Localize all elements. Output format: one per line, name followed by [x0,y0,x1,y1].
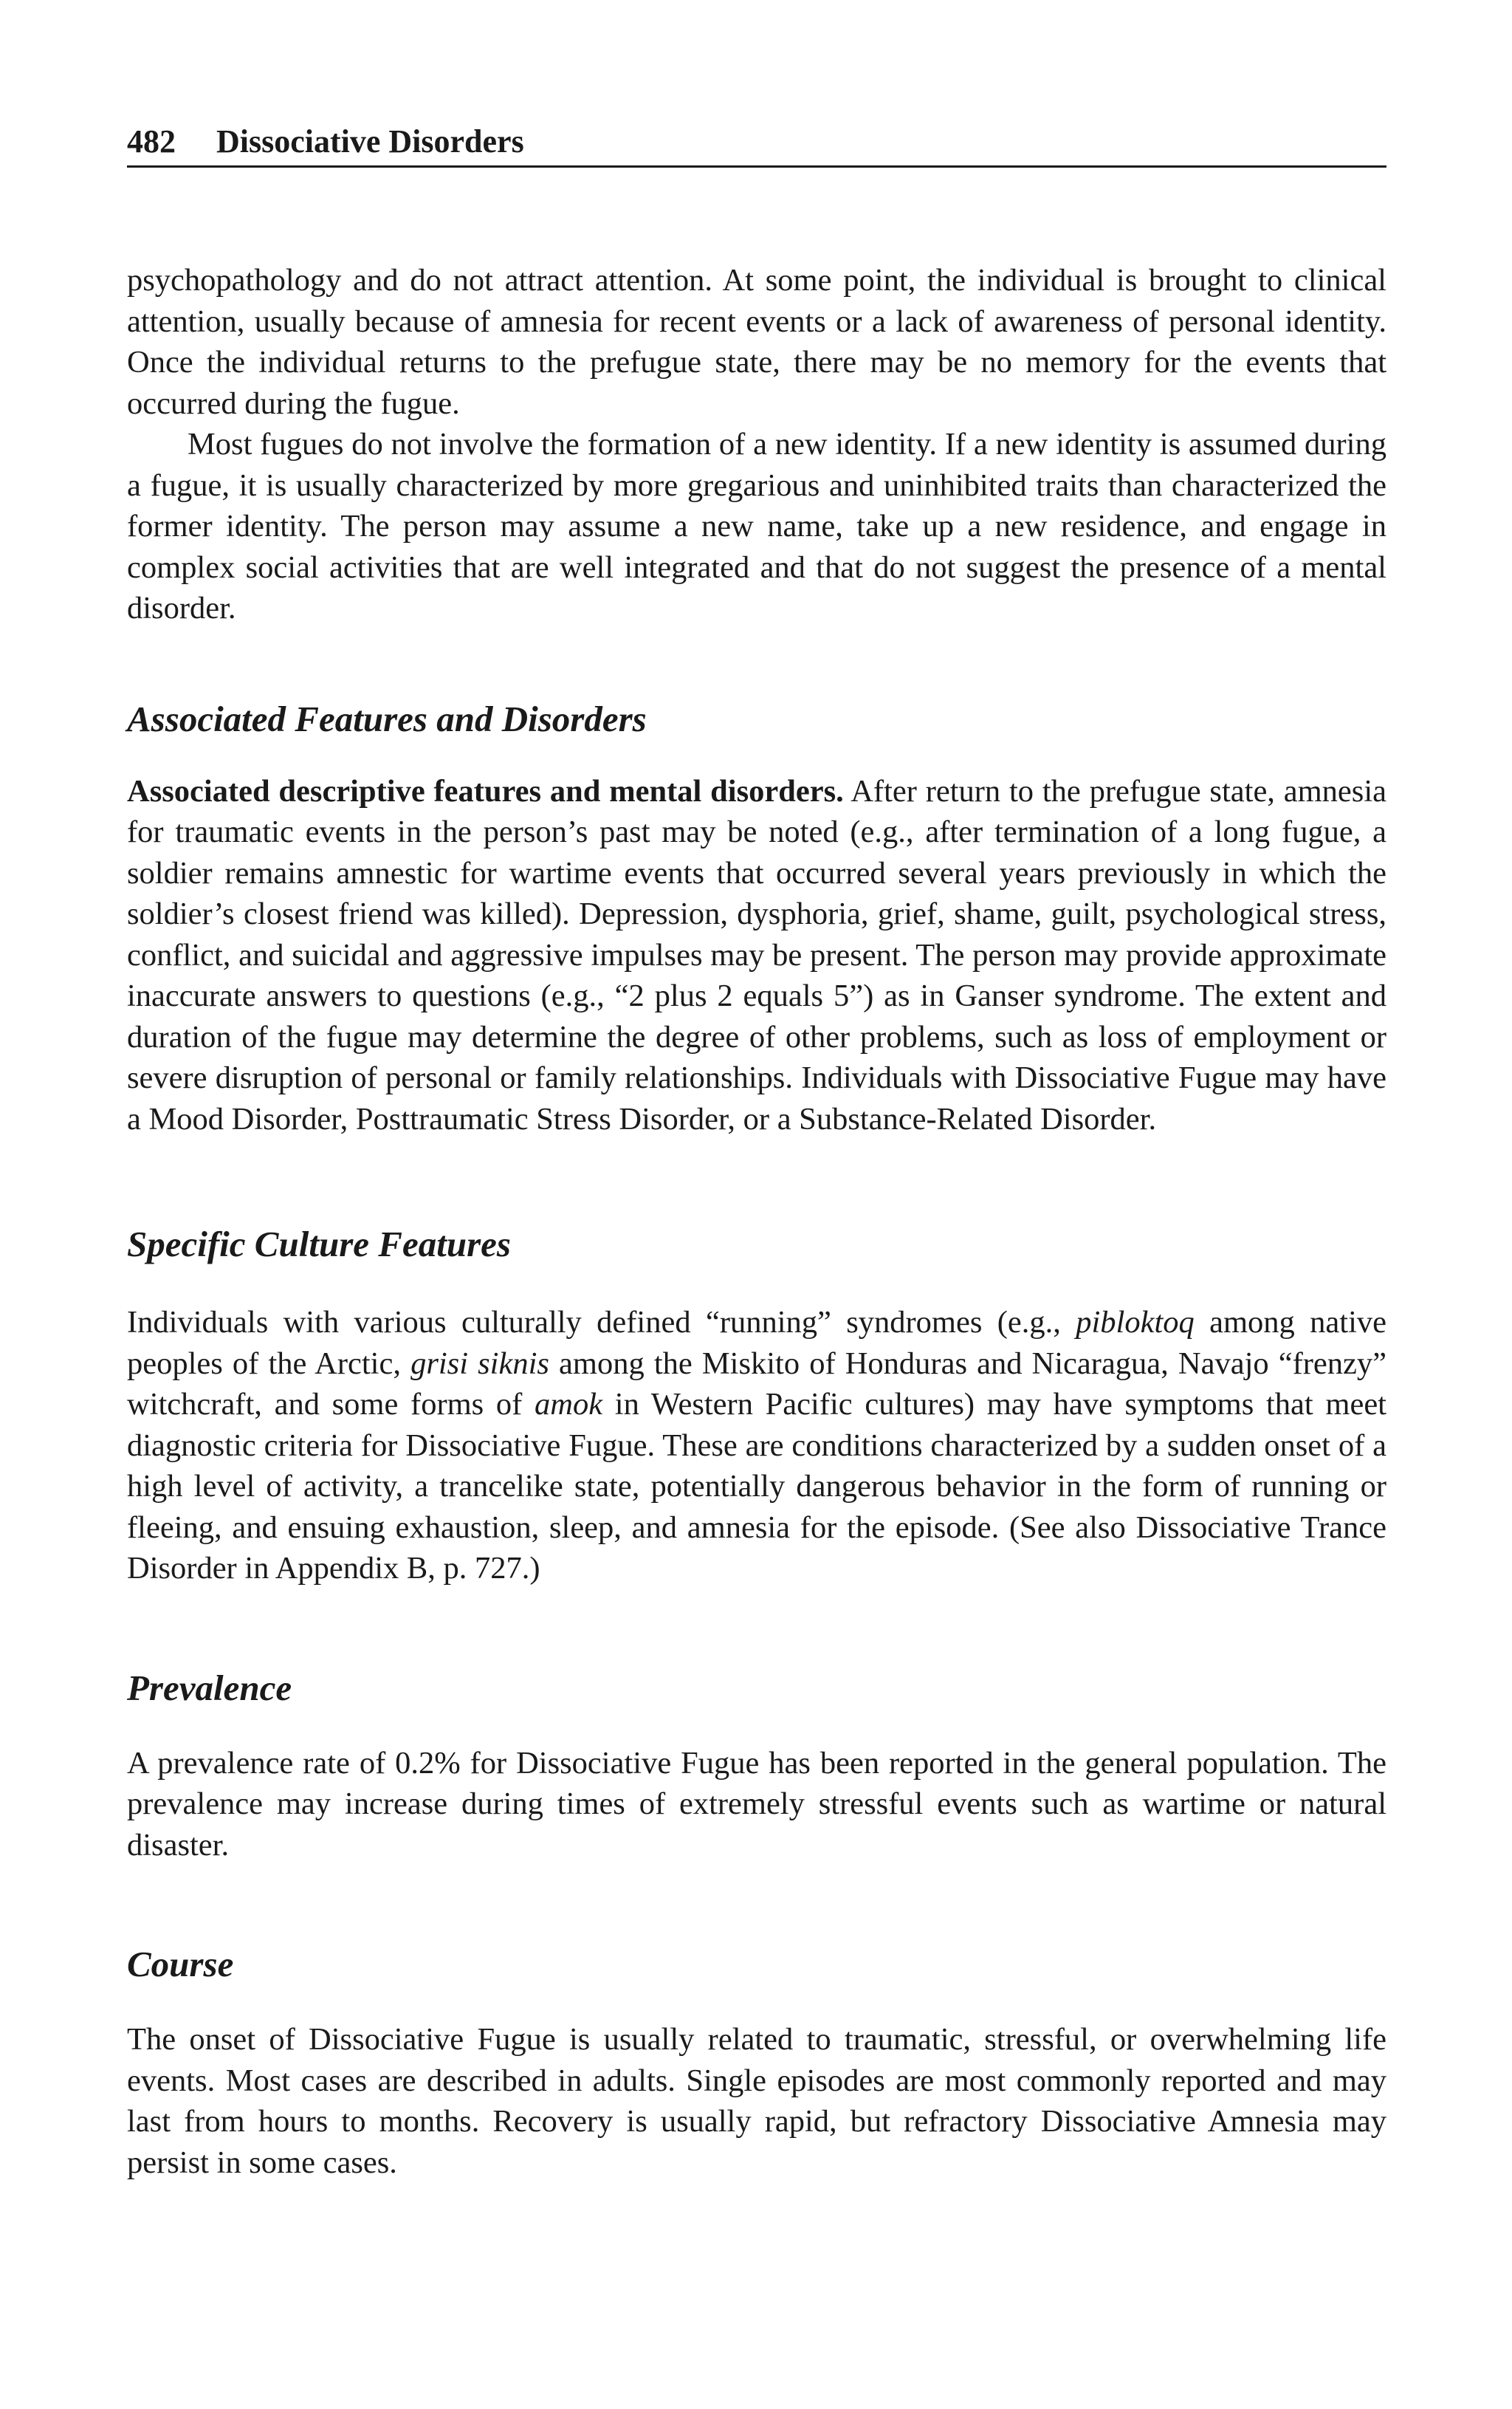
page-number: 482 [127,123,176,160]
prevalence-paragraph: A prevalence rate of 0.2% for Dissociative Fugue has been reported in the general population. The prevalence may increase during times of extremely stressful events such as wartime or natural disaster. [127,1745,1386,1863]
term-amok: amok [535,1387,603,1422]
intro-paragraph-1: psychopathology and do not attract attention. At some point, the individual is brought to clinical attention, usually because of amnesia for recent events or a lack of awareness of personal identity. Once the individual returns to the prefugue state, there may be no memory for the events that occurred during the fugue. [127,263,1386,421]
culture-paragraph [127,1302,1386,1589]
running-head [127,118,1386,168]
culture-text-3: among the Miskito of Honduras and Nicaragua, Navajo “frenzy” witchcraft, and some forms of [127,1346,1386,1422]
heading-culture-features: Specific Culture Features [127,1224,511,1264]
term-pibloktoq: pibloktoq [1076,1305,1195,1340]
heading-prevalence: Prevalence [127,1667,292,1708]
heading-course: Course [127,1944,234,1984]
term-grisi-siknis: grisi siknis [410,1346,549,1381]
course-paragraph: The onset of Dissociative Fugue is usually related to traumatic, stressful, or overwhelming life events. Most cases are described in adults. Single episodes are most commonly reported and may last from hours to months. Recovery is usually rapid, but refractory Dissociative Amnesia may persist in some cases. [127,2022,1386,2180]
page-body [127,260,1386,2183]
book-page [127,0,1386,2409]
culture-text-1: Individuals with various culturally defined “running” syndromes (e.g., [127,1305,1076,1340]
associated-text: After return to the prefugue state, amnesia for traumatic events in the person’s past may be noted (e.g., after termination of a long fugue, a soldier remains amnestic for wartime events that occurred several years previously in which the soldier’s closest friend was killed). Depression, dysphoria, grief, shame, guilt, psychological stress, conflict, and suicidal and aggressive impulses may be present. The person may provide approximate inaccurate answers to questions (e.g., “2 plus 2 equals 5”) as in Ganser syndrome. The extent and duration of the fugue may determine the degree of other problems, such as loss of employment or severe disruption of personal or family relationships. Individuals with Dissociative Fugue may have a Mood Disorder, Posttraumatic Stress Disorder, or a Substance-Related Disorder. [127,773,1386,1137]
running-title: Dissociative Disorders [216,123,524,160]
intro-paragraph-2: Most fugues do not involve the formation of a new identity. If a new identity is assumed during a fugue, it is usually characterized by more gregarious and uninhibited traits than characterized the former identity. The person may assume a new name, take up a new residence, and engage in complex social activities that are well integrated and that do not suggest the presence of a mental disorder. [127,427,1386,626]
culture-text-4: in Western Pacific cultures) may have symptoms that meet diagnostic criteria for Dissociative Fugue. These are conditions characterized by a sudden onset of a high level of activity, a trancelike state, potentially dangerous behavior in the form of running or fleeing, and ensuing exhaustion, sleep, and amnesia for the episode. (See also Dissociative Trance Disorder in Appendix B, p. 727.) [127,1387,1386,1586]
heading-associated-features: Associated Features and Disorders [127,698,647,739]
associated-paragraph [127,771,1386,1140]
culture-text-2: among native peoples of the Arctic, [127,1305,1386,1381]
associated-run-in-heading: Associated descriptive features and mental disorders. [127,773,844,809]
